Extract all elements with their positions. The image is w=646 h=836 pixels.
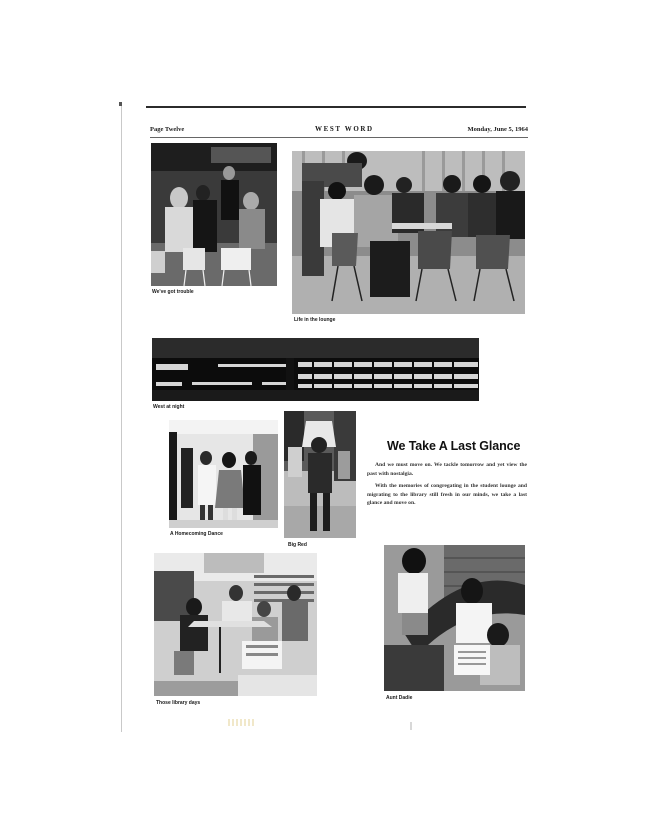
page-edge (121, 104, 122, 732)
article-headline: We Take A Last Glance (387, 439, 521, 453)
caption-bigred: Big Red (288, 542, 307, 548)
photo-homecoming (169, 420, 278, 528)
caption-dadie: Aunt Dadie (386, 695, 413, 701)
photo-bigred (284, 411, 356, 538)
photo-dadie (384, 545, 525, 691)
caption-library: Those library days (156, 700, 201, 706)
photo-library (154, 553, 317, 696)
article-body (367, 461, 527, 508)
paper-blemish (228, 719, 256, 726)
newspaper-title: WEST WORD (315, 125, 374, 133)
caption-trouble: We've got trouble (152, 289, 194, 295)
top-rule (146, 106, 526, 108)
photo-night (152, 338, 479, 401)
article (367, 439, 527, 512)
photo-lounge (292, 151, 525, 314)
page-number: Page Twelve (150, 126, 185, 133)
article-paragraph: With the memories of congregating in the student lounge and migrating to the library still fresh in our minds, we take a last glance and move on. (367, 483, 527, 507)
caption-homecoming: A Homecoming Dance (170, 531, 223, 537)
issue-date: Monday, June 5, 1964 (467, 126, 528, 133)
caption-lounge: Life in the lounge (294, 317, 336, 323)
page-corner-mark (119, 102, 122, 106)
page-header (150, 124, 528, 136)
caption-night: West at night (153, 404, 185, 410)
header-rule (150, 137, 528, 138)
photo-trouble (151, 143, 277, 286)
article-paragraph: And we must move on. We tackle tomorrow and yet view the past with nostalgia. (367, 462, 527, 477)
paper-blemish (410, 722, 412, 730)
